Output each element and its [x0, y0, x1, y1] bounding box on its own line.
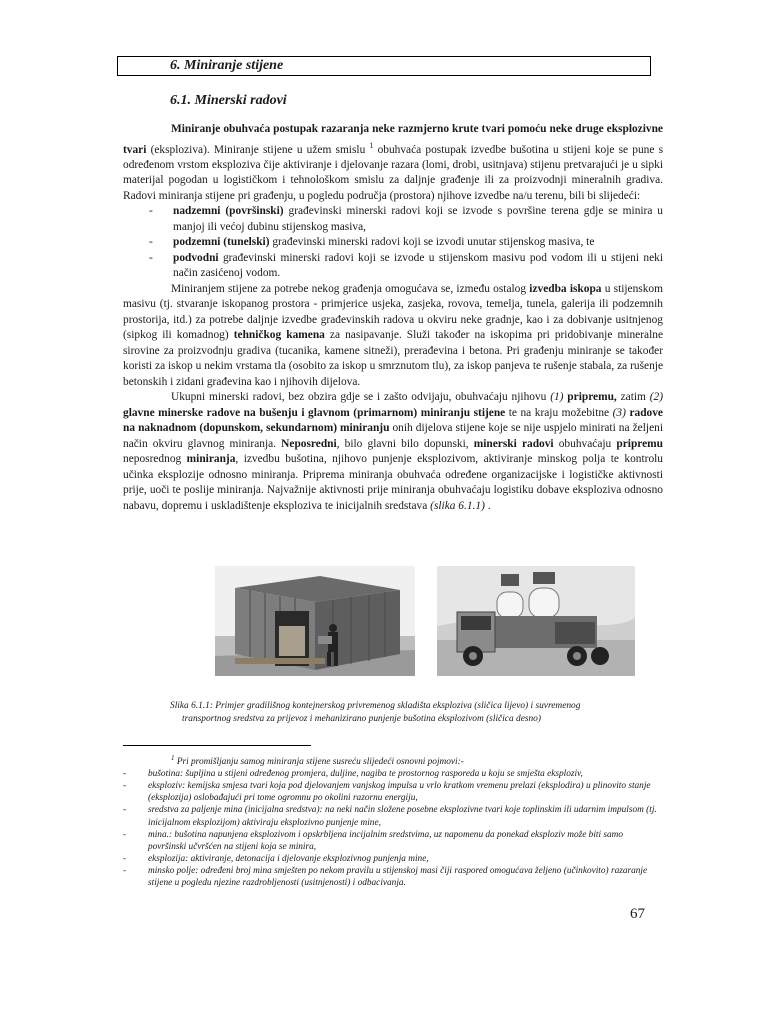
- footnote-dash: -: [123, 781, 127, 792]
- figure-reference: (slika 6.1.1): [430, 499, 485, 512]
- p2-bold: izvedba iskopa: [529, 282, 602, 295]
- footnote-text: sredstva za paljenje mina (inicijalna sredstva): na neki način složene posebne eksplozivne tvari koje toplinskim ili udarnim impulsom (tj. inicijalnom eksplozijom) aktiviraju eksplozivno punjenje mine,: [148, 805, 657, 828]
- p3-text: te na kraju možebitne: [505, 406, 613, 419]
- list-text: građevinski minerski radovi koji se izvode s površine terena gdje se minira u manjoj ili većoj dubinu stijenskog masiva,: [173, 205, 663, 233]
- p3-bold: miniranja: [186, 453, 236, 466]
- p2-text: Miniranjem stijene za potrebe nekog građenja omogućava se, između ostalog: [171, 282, 530, 295]
- p1-text-1: (eksploziva). Miniranje stijene u užem smislu: [146, 143, 370, 156]
- p3-bold: minerski radovi: [473, 437, 554, 450]
- figure-caption: [170, 700, 662, 725]
- footnote-dash: -: [123, 865, 127, 876]
- footnote-item: [123, 829, 663, 853]
- list-dash: -: [149, 205, 153, 218]
- footnote-text: minsko polje: određeni broj mina smješten po nekom pravilu u stijenskoj masi čiji raspored omogućava željeno (učinkovito) razaranje stijene u pogledu njezine razdrobljenosti (usitnjenosti) i odbacivanja.: [148, 865, 648, 889]
- footnote-text: mina.: bušotina napunjena eksplozivom i opskrbljena incijalnim sredstvima, uz napomenu da ponekad eksploziv može biti samo površinski učvršćen na stijeni koja se minira,: [148, 829, 624, 852]
- footnote-dash: -: [123, 853, 127, 864]
- figure-6-1-1: [215, 566, 635, 676]
- footnote-dash: -: [123, 829, 127, 840]
- list-item: [123, 251, 663, 282]
- page-number: 67: [630, 906, 645, 922]
- paragraph-2: [123, 282, 663, 391]
- p3-text: onih dijelova stijene koje se nije uspjelo minirati na željeni način okviru glavnog miniranja.: [123, 422, 663, 450]
- p2-bold: tehničkog kamena: [233, 329, 325, 342]
- p3-text: neposrednog: [123, 453, 187, 466]
- p3-text: Ukupni minerski radovi, bez obzira gdje se i zašto odvijaju, obuhvaćaju njihovu: [171, 391, 551, 404]
- p3-bold: radove na naknadnom (dopunskom, sekundarnom) miniranju: [123, 406, 663, 435]
- p3-italic: (3): [612, 406, 626, 419]
- footnote-text: eksploziv: kemijska smjesa tvari koja pod djelovanjem vanjskog impulsa u vrlo kratkom vremenu prelazi (eksplodira) u plinovito stanje (eksplozija) oslobađajući pri tome ogromnu po okolini razornu energiju,: [148, 781, 651, 804]
- chapter-title-box: [117, 56, 651, 76]
- footnote-text: bušotina: šupljina u stijeni određenog promjera, duljine, nagiba te prostornog rasporeda u koju se smješta eksploziv,: [148, 769, 583, 780]
- caption-line-1: Slika 6.1.1: Primjer gradilišnog kontejnerskog privremenog skladišta eksploziva (sličica lijevo) i suvremenog: [170, 701, 581, 711]
- p1-bold-intro: Miniranje obuhvaća postupak razaranja neke razmjerno krute tvari pomoću neke druge eksplozivne tvari: [123, 123, 663, 156]
- paragraph-1: [123, 122, 663, 204]
- footnote-item: [123, 853, 663, 865]
- footnote-ref[interactable]: 1: [369, 140, 374, 150]
- footnote-text: eksplozija: aktiviranje, detonacija i djelovanje eksplozivnog punjenja mine,: [148, 853, 429, 864]
- p3-italic: (2): [649, 391, 663, 404]
- list-text: građevinski minerski radovi koji se izvodi unutar stijenskog masiva, te: [269, 236, 595, 249]
- p3-bold: pripremu,: [563, 391, 617, 404]
- list-item: [123, 204, 663, 235]
- paragraph-3: [123, 390, 663, 514]
- footnote-heading-text: Pri promišljanju samog miniranja stijene susreću slijedeći osnovni pojmovi:-: [174, 757, 464, 768]
- list-text: građevinski minerski radovi koji se izvode u stijenskom masivu pod vodom ili u stijeni neki način zasićenoj vodom.: [173, 251, 663, 280]
- p2-text: za nasipavanje. Služi također na iskopima pri pridobivanje mineralne sirovine za proizvodnju gradiva (tucanika, kamene sitneži), prerađevina i betona. Pri građenju miniranje se također koristi za iskop u nekim vrstama tla (osobito za iskop u smrznutom tlu), za iskop panjeva te rušenje stabala, za rušenje betonskih i zidani građevina kao i njihovih dijelova.: [123, 329, 663, 388]
- caption-line-2: transportnog sredstva za prijevoz i mehanizirano punjenje bušotina eksplozivom (sličica desno): [182, 713, 541, 724]
- footnote-heading: [123, 752, 663, 768]
- footnote-item: [123, 780, 663, 804]
- p3-text: zatim: [616, 391, 650, 404]
- list-bold: nadzemni (površinski): [173, 205, 284, 218]
- p3-text: , bilo glavni bilo dopunski,: [336, 437, 474, 450]
- p3-text: obuhvaćaju: [553, 437, 617, 450]
- footnote-number: 1: [171, 754, 175, 762]
- list-bold: podzemni (tunelski): [173, 236, 270, 249]
- list-item: [123, 235, 663, 251]
- footnote-separator: [123, 745, 311, 746]
- list-bold: podvodni: [173, 251, 219, 264]
- list-dash: -: [149, 251, 153, 264]
- footnote-item: [123, 865, 663, 889]
- p3-text: .: [484, 499, 491, 512]
- footnote-dash: -: [123, 769, 127, 780]
- p3-text: , izvedbu bušotina, njihovo punjenje eksplozivom, aktiviranje minskog polja te kontrolu učinka eksplozije odnosno miniranja. Priprema miniranja obuhvaća određene organizacijske i logističke aktivnosti prije, uoči te poslije miniranja. Najvažnije aktivnosti prije miniranja obuhvaćaju logistiku dobave eksploziva odnosno nabavu, dopremu i uskladištenje eksploziva te inicijalnih sredstava: [123, 453, 663, 512]
- chapter-title: 6. Miniranje stijene: [170, 58, 284, 73]
- body-text: [123, 122, 663, 514]
- explosive-loading-truck-photo: [437, 566, 635, 676]
- list-dash: -: [149, 236, 153, 249]
- footnote-item: [123, 768, 663, 780]
- p3-bold: Neposredni: [281, 437, 337, 450]
- p3-bold: pripremu: [616, 437, 664, 450]
- explosives-storage-container-photo: [215, 566, 415, 676]
- p2-text: u stijenskom masivu (tj. stvaranje iskopanog prostora - primjerice usjeka, zasjeka, rovova, temelja, tunela, galerija ili podzemnih prostorija, itd.) za potrebe daljnje izvedbe građevinskih radova u okviru neke gradnje, kao i za dobivanje usitnjenog (sipkog ili komadnog): [123, 282, 663, 342]
- p1-text-2: obuhvaća postupak izvedbe bušotina u stijeni koje se pune s određenom vrstom eksploziva čije aktiviranje i djelovanje razara (lomi, drobi, usitnjava) stijenu pretvarajući je u sipki materijal pogodan u logističkom i tehnološkom smislu za daljnje građenje ili za proizvodnji mineralnih gradiva. Radovi miniranja stijene pri građenju, u pogledu područja (prostora) njihove izvedbe na/u terenu, bili bi slijedeći:: [123, 143, 663, 202]
- footnote-item: [123, 804, 663, 828]
- footnote-dash: -: [123, 805, 127, 816]
- p3-bold: glavne minerske radove na bušenju i glavnom (primarnom) miniranju stijene: [123, 406, 506, 419]
- footnotes: [123, 752, 663, 889]
- section-title: 6.1. Minerski radovi: [170, 93, 287, 108]
- p3-italic: (1): [550, 391, 564, 404]
